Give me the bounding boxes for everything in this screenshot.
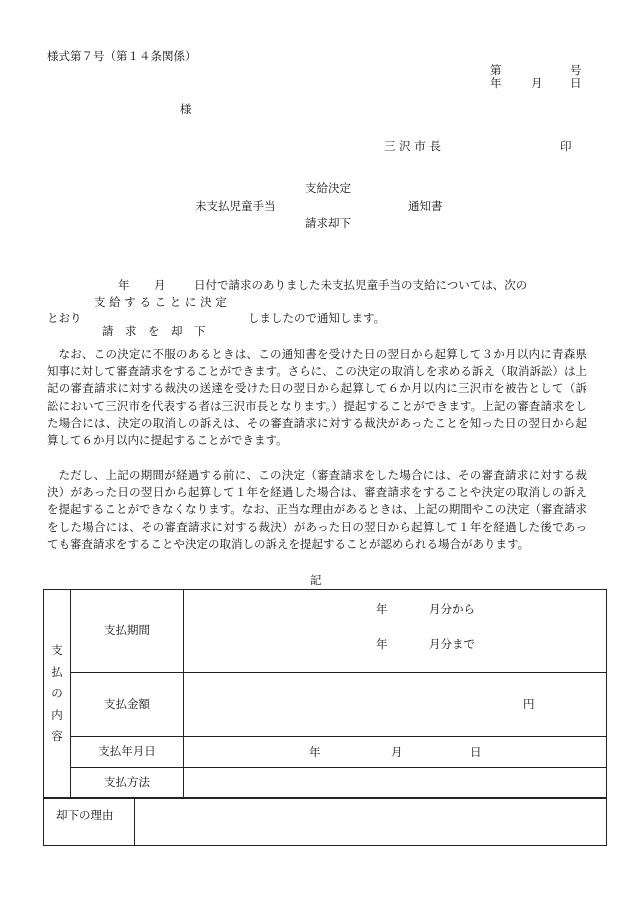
- payment-date-day: 日: [470, 745, 482, 759]
- addressee-suffix: 様: [180, 102, 192, 116]
- notice-year: 年: [118, 278, 130, 292]
- notice-option-payment: 支 給 す る こ と に 決 定: [94, 295, 227, 309]
- payment-details-table: [43, 589, 607, 799]
- payment-amount-label: 支払金額: [71, 673, 184, 737]
- group-label-char: 容: [51, 729, 63, 744]
- period-to-year: 年: [376, 637, 388, 651]
- form-number: 様式第７号（第１４条関係）: [47, 49, 197, 63]
- payment-method-label: 支払方法: [71, 768, 184, 799]
- title-option-reject: 請求却下: [305, 216, 351, 230]
- payment-period-cell[interactable]: [184, 590, 607, 673]
- rejection-reason-cell[interactable]: [135, 798, 607, 846]
- date-month: 月: [531, 76, 543, 90]
- period-from-suffix: 月分から: [429, 602, 475, 616]
- payment-method-cell[interactable]: [184, 768, 607, 799]
- date-year: 年: [490, 76, 502, 90]
- group-label-char: の: [51, 686, 63, 701]
- title-main: 未支払児童手当: [195, 199, 276, 213]
- seal-mark: 印: [560, 139, 572, 153]
- doc-number-suffix: 号: [570, 63, 582, 77]
- title-option-payment: 支給決定: [305, 181, 351, 195]
- amount-unit: 円: [523, 697, 535, 711]
- payment-period-label: 支払期間: [71, 590, 184, 673]
- notice-line2: しましたので通知します。: [248, 311, 386, 325]
- notice-line1: 日付で請求のありました未支払児童手当の支給については、次の: [194, 278, 528, 292]
- group-label-char: 内: [51, 707, 63, 722]
- rejection-reason-table: [43, 797, 607, 846]
- payment-content-group-cell: [44, 590, 71, 799]
- title-suffix: 通知書: [408, 199, 443, 213]
- doc-number-prefix: 第: [490, 63, 502, 77]
- group-label-char: 支: [51, 643, 63, 658]
- payment-date-cell[interactable]: [184, 737, 607, 768]
- group-label-char: 払: [51, 664, 63, 679]
- ki-heading: 記: [310, 573, 322, 587]
- notice-month: 月: [154, 278, 166, 292]
- appeal-paragraph: なお、この決定に不服のあるときは、この通知書を受けた日の翌日から起算して３か月以内に青森県知事に対して審査請求をすることができます。さらに、この決定の取消しを求める訴え（取消訴訟）は上記の審査請求に対する裁決の送達を受けた日の翌日から起算して６か月以内に三沢市を被告として（訴訟において三沢市を代表する者は三沢市長となります。）提起することができます。上記の審査請求をした場合には、決定の取消しの訴えは、その審査請求に対する裁決があったことを知った日の翌日から起算して６か月以内に提起することができます。: [47, 347, 587, 448]
- payment-date-year: 年: [309, 745, 321, 759]
- rejection-reason-label: 却下の理由: [44, 798, 135, 846]
- payment-amount-cell[interactable]: [184, 673, 607, 737]
- proviso-paragraph: ただし、上記の期間が経過する前に、この決定（審査請求をした場合には、その審査請求に対する裁決）があった日の翌日から起算して１年を経過した場合は、審査請求をすることや決定の取消しの訴えを提起することができなくなります。なお、正当な理由があるときは、上記の期間やこの決定（審査請求をした場合には、その審査請求に対する裁決）があった日の翌日から起算して１年を経過した後であっても審査請求をすることや決定の取消しの訴えを提起することが認められる場合があります。: [47, 468, 587, 551]
- issuer-name: 三 沢 市 長: [384, 139, 441, 153]
- notice-tori: とおり: [47, 311, 82, 325]
- date-day: 日: [570, 76, 582, 90]
- period-to-suffix: 月分まで: [429, 637, 475, 651]
- notice-option-reject: 請 求 を 却 下: [102, 324, 206, 338]
- payment-date-month: 月: [391, 745, 403, 759]
- period-from-year: 年: [376, 602, 388, 616]
- payment-date-label: 支払年月日: [71, 737, 184, 768]
